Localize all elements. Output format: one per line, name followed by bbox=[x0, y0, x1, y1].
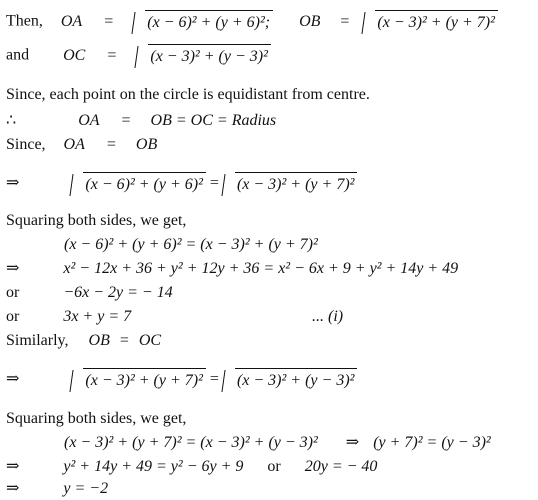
sqrt-oc bbox=[136, 44, 271, 68]
line-since bbox=[6, 134, 157, 156]
rhs: OC bbox=[138, 332, 162, 349]
line-and bbox=[6, 44, 271, 68]
radicand: (x − 6)² + (y + 6)²; bbox=[145, 10, 273, 34]
equals: = bbox=[107, 46, 117, 64]
oa: OA bbox=[78, 112, 100, 129]
oa: OA bbox=[63, 136, 85, 153]
line-then bbox=[6, 10, 498, 34]
ob: OB bbox=[88, 332, 110, 349]
line-text: Squaring both sides, we get, bbox=[6, 410, 187, 427]
implies: ⇒ bbox=[345, 434, 360, 451]
equals: = bbox=[119, 332, 129, 349]
sqrt-left bbox=[71, 368, 206, 392]
line-text: Squaring both sides, we get, bbox=[6, 212, 187, 229]
line-sqrt-eq bbox=[6, 368, 357, 392]
label: or bbox=[6, 284, 20, 301]
equals: = bbox=[209, 370, 219, 388]
radicand: (x − 3)² + (y + 7)² bbox=[375, 10, 498, 34]
label: ⇒ bbox=[6, 260, 20, 277]
line-text: Since, each point on the circle is equidistant from centre. bbox=[6, 86, 370, 103]
label: ⇒ bbox=[6, 370, 20, 388]
label: ⇒ bbox=[6, 458, 20, 475]
line-result bbox=[6, 478, 108, 500]
equation-2: 20y = − 40 bbox=[304, 458, 378, 475]
equation: 3x + y = 7 bbox=[63, 308, 132, 325]
radicand: (x − 6)² + (y + 6)² bbox=[83, 172, 206, 196]
equation: y² + 14y + 49 = y² − 6y + 9 bbox=[63, 458, 244, 475]
ob: OB bbox=[299, 12, 321, 30]
equation: y = −2 bbox=[63, 480, 109, 497]
radicand: (x − 3)² + (y + 7)² bbox=[83, 368, 206, 392]
label: and bbox=[6, 46, 30, 64]
equation-2: (y + 7)² = (y − 3)² bbox=[373, 434, 491, 451]
equals: = bbox=[104, 12, 114, 30]
radicand: (x − 3)² + (y − 3)² bbox=[235, 368, 358, 392]
oa: OA bbox=[60, 12, 83, 30]
label: ⇒ bbox=[6, 174, 20, 192]
sqrt-right bbox=[223, 172, 358, 196]
equation: −6x − 2y = − 14 bbox=[63, 284, 173, 301]
line-therefore bbox=[6, 110, 276, 132]
equals: = bbox=[209, 174, 219, 192]
sqrt-ob bbox=[363, 10, 498, 34]
label: Since, bbox=[6, 136, 46, 153]
line-square-eq bbox=[64, 432, 491, 454]
rhs: OB = OC = Radius bbox=[150, 112, 277, 129]
label: ∴ bbox=[6, 112, 17, 129]
equation: x² − 12x + 36 + y² + 12y + 36 = x² − 6x + 9 + y² + 14y + 49 bbox=[63, 260, 459, 277]
label: ⇒ bbox=[6, 480, 20, 497]
or: or bbox=[267, 458, 281, 475]
label: Then, bbox=[6, 12, 43, 30]
oc: OC bbox=[63, 46, 86, 64]
equals: = bbox=[106, 136, 116, 153]
equation: (x − 3)² + (y + 7)² = (x − 3)² + (y − 3)² bbox=[64, 434, 318, 451]
equals: = bbox=[121, 112, 131, 129]
equals: = bbox=[340, 12, 350, 30]
label: Similarly, bbox=[6, 332, 69, 349]
sqrt-left bbox=[71, 172, 206, 196]
equation-tag: ... (i) bbox=[312, 308, 344, 325]
sqrt-right bbox=[223, 368, 358, 392]
radicand: (x − 3)² + (y + 7)² bbox=[235, 172, 358, 196]
line-or bbox=[6, 282, 173, 304]
line-similarly bbox=[6, 330, 161, 352]
line-sqrt-eq bbox=[6, 172, 357, 196]
equation: (x − 6)² + (y + 6)² = (x − 3)² + (y + 7)² bbox=[64, 236, 318, 253]
rhs: OB bbox=[135, 136, 158, 153]
line-expand bbox=[6, 258, 458, 280]
sqrt-oa bbox=[133, 10, 273, 34]
radicand: (x − 3)² + (y − 3)² bbox=[148, 44, 271, 68]
line-simplify bbox=[6, 456, 377, 478]
label: or bbox=[6, 308, 20, 325]
line-or bbox=[6, 306, 131, 328]
